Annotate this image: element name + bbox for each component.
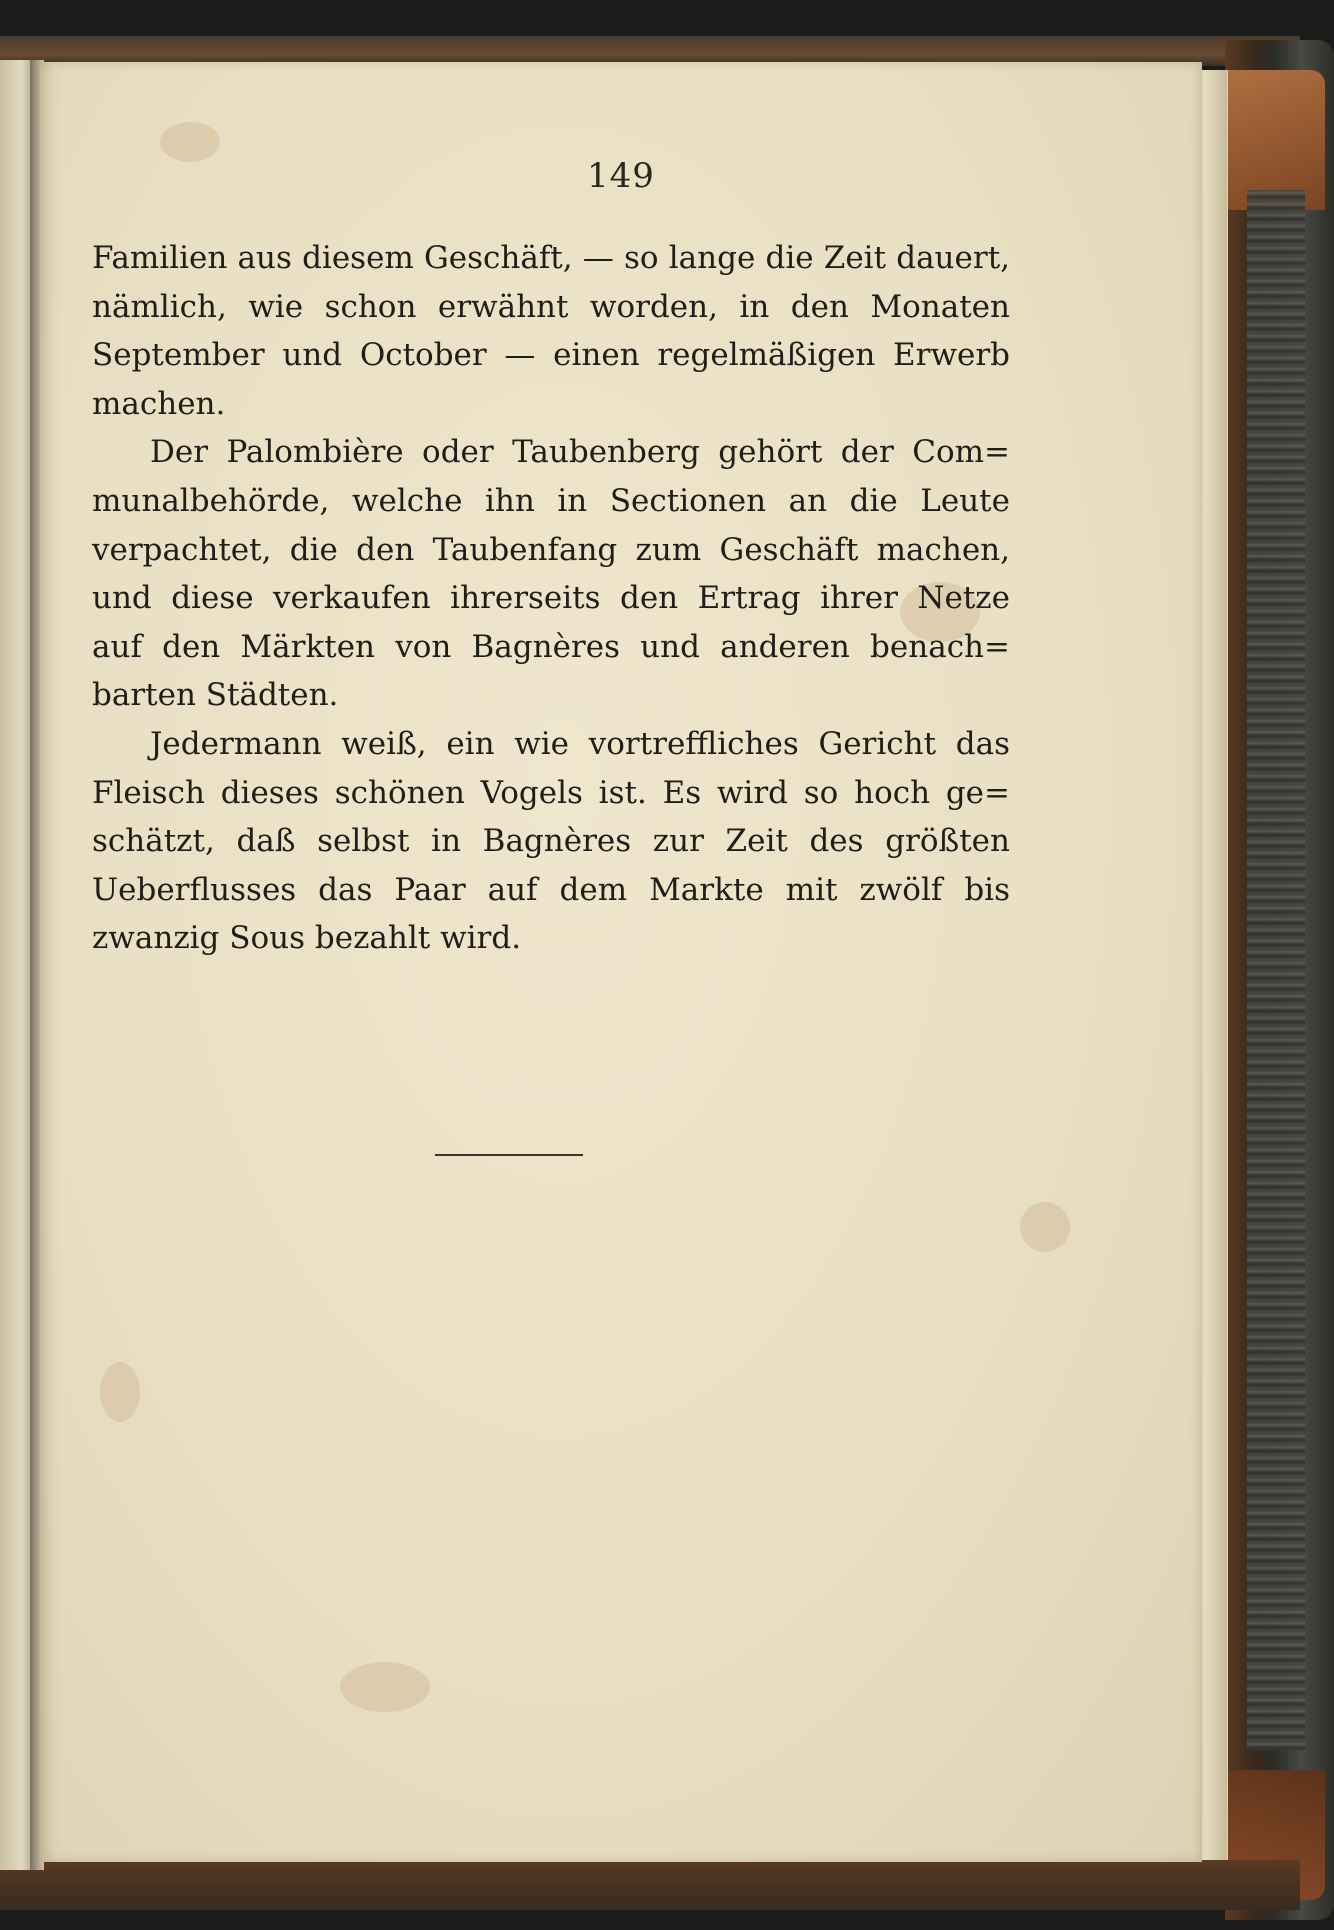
text-line: Ueberflusses das Paar auf dem Markte mit zwölf bis (92, 871, 1010, 908)
paper-stain (100, 1362, 140, 1422)
text-line: Der Palombière oder Taubenberg gehört der Com= (150, 434, 1010, 471)
text-line: machen. (92, 385, 226, 422)
text-line: nämlich, wie schon erwähnt worden, in den Monaten (92, 288, 1010, 325)
text-line: barten Städten. (92, 677, 339, 714)
body-text (92, 234, 1010, 963)
text-line: zwanzig Sous bezahlt wird. (92, 920, 522, 957)
text-line: verpachtet, die den Taubenfang zum Geschäft machen, (92, 531, 1010, 568)
text-line: Familien aus diesem Geschäft, — so lange die Zeit dauert, (92, 240, 1010, 276)
text-line: auf den Märkten von Bagnères und anderen benach= (92, 628, 1010, 665)
text-line: September und October — einen regelmäßigen Erwerb (92, 337, 1010, 374)
leather-corner-top (1225, 70, 1325, 210)
section-separator-rule (435, 1154, 583, 1156)
book-cover-right (1225, 40, 1334, 1920)
paper-stain (1020, 1202, 1070, 1252)
text-line: schätzt, daß selbst in Bagnères zur Zeit des größten (92, 823, 1010, 860)
book-cover-bottom-edge (0, 1860, 1300, 1910)
text-line: Fleisch dieses schönen Vogels ist. Es wird so hoch ge= (92, 774, 1010, 811)
paper-stain (340, 1662, 430, 1712)
text-line: Jedermann weiß, ein wie vortreffliches Gericht das (150, 725, 1010, 762)
book-page (40, 62, 1202, 1862)
cover-binding-stripe (1247, 190, 1305, 1750)
text-line: und diese verkaufen ihrerseits den Ertrag ihrer Netze (92, 580, 1010, 617)
text-line: munalbehörde, welche ihn in Sectionen an die Leute (92, 482, 1010, 519)
page-number: 149 (587, 156, 655, 196)
